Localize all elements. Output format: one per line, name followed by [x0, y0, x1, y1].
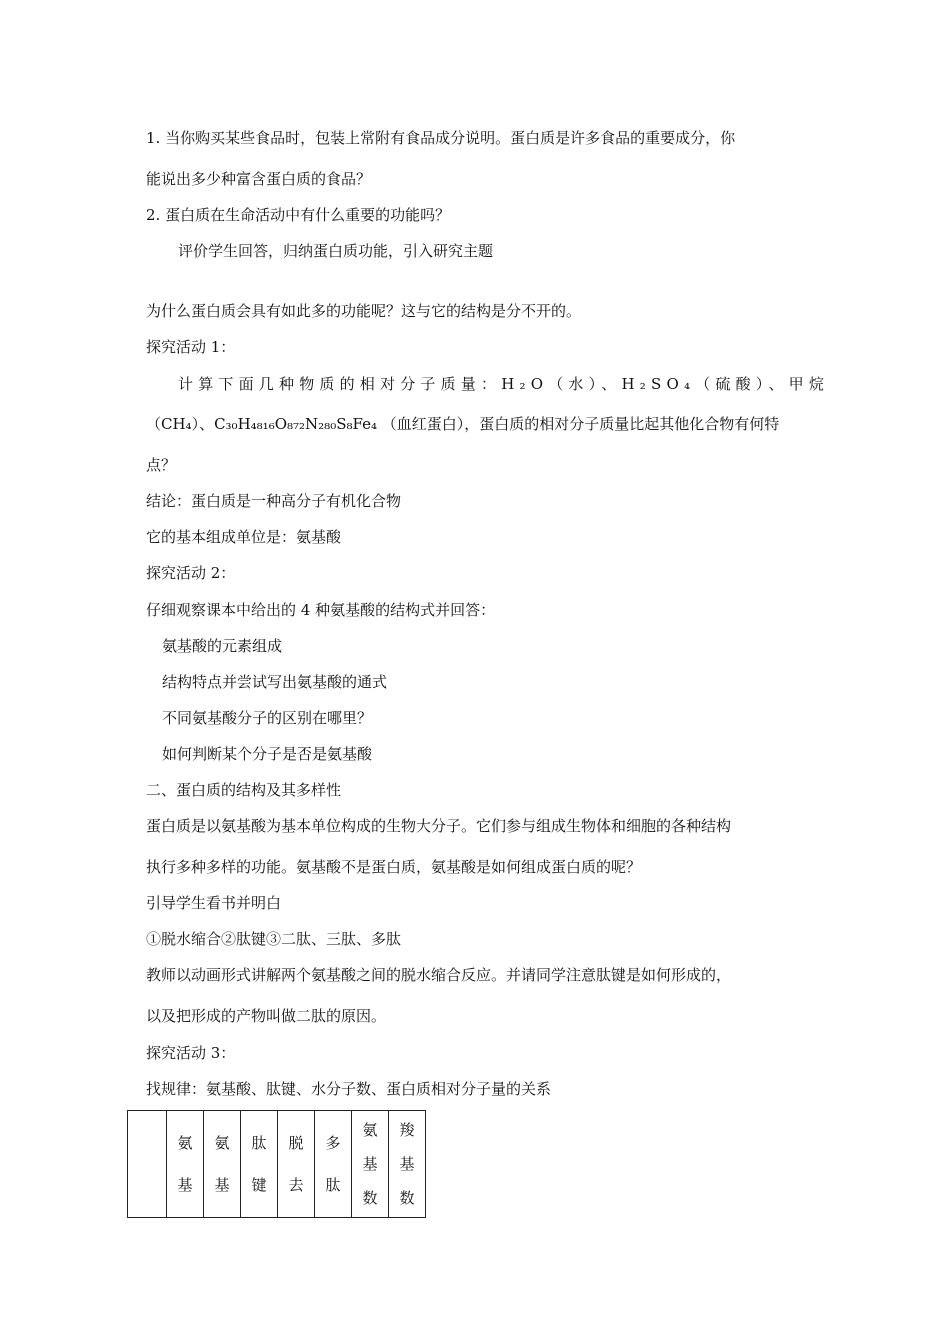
observe-instruction: 仔细观察课本中给出的 4 种氨基酸的结构式并回答：: [146, 601, 496, 619]
calc-line-1: [178, 374, 829, 394]
teacher-para-line-1: 教师以动画形式讲解两个氨基酸之间的脱水缩合反应。并请同学注意肽键是如何形成的，: [146, 966, 732, 984]
find-rule: 找规律：氨基酸、肽键、水分子数、蛋白质相对分子量的关系: [146, 1080, 552, 1098]
protein-para-line-1: 蛋白质是以氨基酸为基本单位构成的生物大分子。它们参与组成生物体和细胞的各种结构: [146, 817, 732, 835]
calc-line-2: （CH₄）、C₃₀H₄₈₁₆O₈₇₂N₂₈₀S₈Fe₄ （血红蛋白），蛋白质的相对分子质量比起其他化合物有何特: [146, 415, 780, 433]
relationship-table: [127, 1110, 426, 1218]
table-header-cell: 多 肽: [315, 1111, 352, 1218]
question-1-line-1: 1. 当你购买某些食品时，包装上常附有食品成分说明。蛋白质是许多食品的重要成分，你: [146, 129, 736, 147]
table-header-cell: 氨 基: [204, 1111, 241, 1218]
observe-item-4: 如何判断某个分子是否是氨基酸: [162, 745, 373, 763]
observe-item-3: 不同氨基酸分子的区别在哪里？: [162, 709, 373, 727]
calc-line-3: 点？: [146, 456, 177, 474]
table-header-cell: 氨 基: [167, 1111, 204, 1218]
observe-item-2: 结构特点并尝试写出氨基酸的通式: [162, 673, 388, 691]
table-header-cell: 脱 去: [278, 1111, 315, 1218]
activity-2-heading: 探究活动 2：: [146, 564, 236, 582]
conclusion: 结论：蛋白质是一种高分子有机化合物: [146, 492, 402, 510]
basic-unit: 它的基本组成单位是：氨基酸: [146, 528, 342, 546]
observe-item-1: 氨基酸的元素组成: [162, 637, 283, 655]
table-header-cell: 氨 基 数: [352, 1111, 389, 1218]
calc-intro: 计算下面几种物质的相对分子质量：: [178, 375, 502, 393]
table-header-cell: 肽 键: [241, 1111, 278, 1218]
activity-1-heading: 探究活动 1：: [146, 338, 236, 356]
protein-para-line-2: 执行多种多样的功能。氨基酸不是蛋白质，氨基酸是如何组成蛋白质的呢？: [146, 858, 642, 876]
activity-3-heading: 探究活动 3：: [146, 1044, 236, 1062]
calc-substances: H₂O（水）、H₂SO₄（硫酸）、甲烷: [501, 375, 830, 393]
teacher-para-line-2: 以及把形成的产物叫做二肽的原因。: [146, 1007, 387, 1025]
table-header-row: [128, 1111, 426, 1218]
section-2-heading: 二、蛋白质的结构及其多样性: [146, 781, 342, 799]
concept-items: ①脱水缩合②肽键③二肽、三肽、多肽: [146, 930, 402, 948]
question-2: 2. 蛋白质在生命活动中有什么重要的功能吗？: [146, 206, 451, 224]
question-1-line-2: 能说出多少种富含蛋白质的食品？: [146, 170, 372, 188]
why-paragraph: 为什么蛋白质会具有如此多的功能呢？这与它的结构是分不开的。: [146, 302, 582, 320]
evaluation-note: 评价学生回答，归纳蛋白质功能，引入研究主题: [178, 242, 494, 260]
table-corner-cell: [128, 1111, 167, 1218]
table-header-cell: 羧 基 数: [389, 1111, 426, 1218]
guide-line: 引导学生看书并明白: [146, 894, 282, 912]
